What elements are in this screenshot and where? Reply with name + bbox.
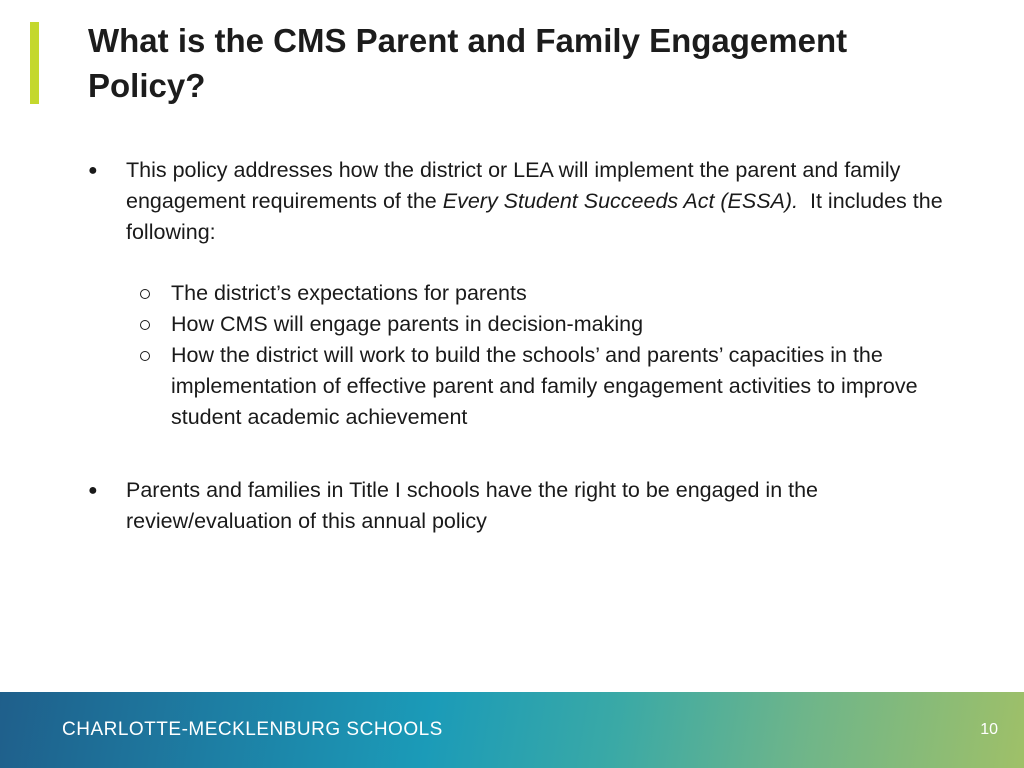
sub-list — [138, 278, 968, 433]
footer-banner — [0, 692, 1024, 768]
bullet-item — [88, 155, 968, 248]
bullet-item — [88, 475, 968, 537]
bullet-text: Parents and families in Title I schools have the right to be engaged in the review/evaluation of this annual policy — [126, 478, 819, 533]
slide-content — [88, 155, 968, 537]
hollow-bullet-icon — [140, 289, 150, 299]
hollow-bullet-icon — [140, 320, 150, 330]
sub-item-text: How the district will work to build the schools’ and parents’ capacities in the implementation of effective parent and family engagement activities to improve student academic achievement — [171, 343, 918, 429]
sub-list-item — [138, 278, 968, 309]
page-number: 10 — [980, 721, 998, 738]
bullet-dot-icon: ● — [88, 482, 98, 499]
bullet-text-lead: This policy addresses how the district or LEA will implement the parent and family engagement requirements of the — [126, 158, 901, 213]
sub-list-item — [138, 309, 968, 340]
bullet-text-tail: It includes the following: — [126, 189, 949, 244]
sub-list-item — [138, 340, 968, 433]
slide-title: What is the CMS Parent and Family Engagement Policy? — [88, 22, 848, 104]
act-name: Every Student Succeeds Act (ESSA). — [442, 189, 799, 213]
hollow-bullet-icon — [140, 351, 150, 361]
title-accent-bar — [30, 22, 39, 104]
bullet-dot-icon: ● — [88, 162, 98, 179]
district-name: CHARLOTTE-MECKLENBURG SCHOOLS — [62, 719, 443, 740]
sub-item-text: The district’s expectations for parents — [171, 281, 527, 305]
sub-item-text: How CMS will engage parents in decision-making — [171, 312, 644, 336]
